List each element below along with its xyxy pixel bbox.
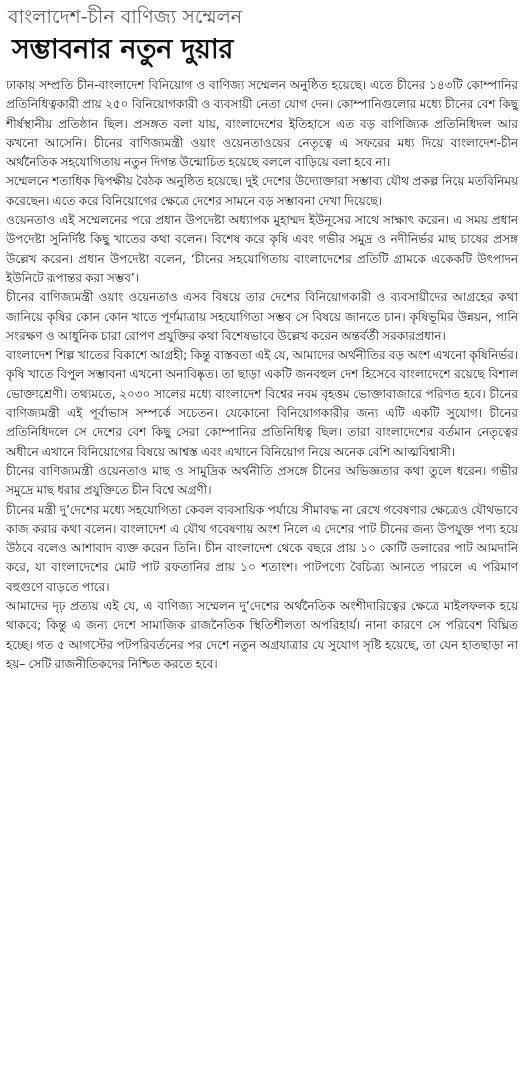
article-paragraph: ঢাকায় সম্প্রতি চীন-বাংলাদেশ বিনিয়োগ ও বাণিজ্য সম্মেলন অনুষ্ঠিত হয়েছে। এতে চীনের ১৪৩টি কোম্পানির প্রতিনিধিত্বকারী প্রায় ২৫০ বিনিয়োগকারী ও ব্যবসায়ী নেতা যোগ দেন। কোম্পানিগুলোর মধ্যে চীনের বেশ কিছু শীর্ষস্থানীয় প্রতিষ্ঠান ছিল। প্রসঙ্গত বলা যায়, বাংলাদেশের ইতিহাসে এত বড় বাণিজ্যিক প্রতিনিধিদল আর কখনো আসেনি। চীনের বাণিজ্যমন্ত্রী ওয়াং ওয়েনতাওয়ের নেতৃত্বে এ সফরের মধ্য দিয়ে বাংলাদেশ-চীন অর্থনৈতিক সহযোগিতায় নতুন দিগন্ত উন্মোচিত হয়েছে বললে বাড়িয়ে বলা হবে না। (6, 78, 518, 170)
article-paragraph: চীনের মন্ত্রী দু’দেশের মধ্যে সহযোগিতা কেবল ব্যবসায়িক পর্যায়ে সীমাবদ্ধ না রেখে গবেষণার ক্ষেত্রেও যৌথভাবে কাজ করার কথা বলেন। বাংলাদেশ এ যৌথ গবেষণায় অংশ নিলে এ দেশের পাট চীনের জন্য উপযুক্ত পণ্য হয়ে উঠবে বলেও আশাবাদ ব্যক্ত করেন তিনি। চীন বাংলাদেশ থেকে বছরে প্রায় ১০ কোটি ডলারের পাট আমদানি করে, যা বাংলাদেশের মোট পাট রফতানির প্রায় ১০ শতাংশ। পাটপণ্যে বৈচিত্র্য আনতে পারলে এ পরিমাণ বহুগুণে বাড়তে পারে। (6, 502, 518, 594)
kicker-title: বাংলাদেশ-চীন বাণিজ্য সম্মেলন (8, 6, 243, 28)
article-paragraph: বাংলাদেশ শিল্প খাতের বিকাশে আগ্রহী; কিন্তু বাস্তবতা এই যে, আমাদের অর্থনীতির বড় অংশ এখনো কৃষিনির্ভর। কৃষি খাতে বিপুল সম্ভাবনা এখনো অনাবিষ্কৃত। তা ছাড়া একটি জনবহুল দেশ হিসেবে বাংলাদেশে রয়েছে বিশাল ভোক্তাশ্রেণী। তথ্যমতে, ২০৩০ সালের মধ্যে বাংলাদেশ বিশ্বের নবম বৃহত্তম ভোক্তাবাজারে পরিণত হবে। চীনের বাণিজ্যমন্ত্রী এই পূর্বাভাস সম্পর্কে সচেতন। যেকোনো বিনিয়োগকারীর জন্য এটি একটি সুযোগ। চীনের প্রতিনিধিদলে সে দেশের বেশ কিছু সেরা কোম্পানির প্রতিনিধিত্ব ছিল। তারা বাংলাদেশের বর্তমান নেতৃত্বের অধীনে এখানে বিনিয়োগের বিষয়ে আশ্বস্ত এবং এখানে বিনিয়োগ নিয়ে অনেক বেশি আত্মবিশ্বাসী। (6, 348, 518, 459)
article-body (6, 76, 518, 674)
article-paragraph: চীনের বাণিজ্যমন্ত্রী ওয়াং ওয়েনতাও এসব বিষয়ে তার দেশের বিনিয়োগকারী ও ব্যবসায়ীদের আগ্রহের কথা জানিয়ে কৃষির কোন কোন খাতে পূর্ণমাত্রায় সহযোগিতা সম্ভব সে বিষয়ে জানতে চান। কৃষিভূমির উন্নয়ন, পানি সংরক্ষণ ও আধুনিক চারা রোপণ প্রযুক্তির কথা বিশেষভাবে উল্লেখ করেন অন্তর্বর্তী সরকারপ্রধান। (6, 290, 518, 343)
article-paragraph: সম্মেলনে শতাধিক দ্বিপক্ষীয় বৈঠক অনুষ্ঠিত হয়েছে। দুই দেশের উদ্যোক্তারা সম্ভাব্য যৌথ প্রকল্প নিয়ে মতবিনিময় করেছেন। এতে করে বিনিয়োগের ক্ষেত্রে দেশের সামনে বড় সম্ভাবনা দেখা দিয়েছে। (6, 174, 518, 208)
article-paragraph: ওয়েনতাও এই সম্মেলনের পরে প্রধান উপদেষ্টা অধ্যাপক মুহাম্মদ ইউনূসের সাথে সাক্ষাৎ করেন। এ সময় প্রধান উপদেষ্টা সুনির্দিষ্ট কিছু খাতের কথা বলেন। বিশেষ করে কৃষি এবং গভীর সমুদ্র ও নদীনির্ভর মাছ চাষের প্রসঙ্গ উল্লেখ করেন। প্রধান উপদেষ্টা বলেন, ‘চীনের সহযোগিতায় বাংলাদেশের প্রতিটি গ্রামকে একেকটি উৎপাদন ইউনিটে রূপান্তর করা সম্ভব’। (6, 213, 518, 285)
article-paragraph: আমাদের দৃঢ় প্রত্যয় এই যে, এ বাণিজ্য সম্মেলন দু’দেশের অর্থনৈতিক অংশীদারিত্বের ক্ষেত্রে মাইলফলক হয়ে থাকবে; কিন্তু এ জন্য দেশে সামাজিক রাজনৈতিক স্থিতিশীলতা অপরিহার্য। নানা কারণে সে পরিবেশ বিঘ্নিত হচ্ছে। গত ৫ আগস্টের পটপরিবর্তনের পর দেশে নতুন অগ্রযাত্রার যে সুযোগ সৃষ্টি হয়েছে, তা যেন হাতছাড়া না হয়– সেটি রাজনীতিকদের নিশ্চিত করতে হবে। (6, 599, 518, 671)
article-paragraph: চীনের বাণিজ্যমন্ত্রী ওয়েনতাও মাছ ও সামুদ্রিক অর্থনীতি প্রসঙ্গে চীনের অভিজ্ঞতার কথা তুলে ধরেন। গভীর সমুদ্রে মাছ ধরার প্রযুক্তিতে চীন বিশ্বে অগ্রণী। (6, 463, 518, 498)
headline: সম্ভাবনার নতুন দুয়ার (12, 34, 233, 65)
